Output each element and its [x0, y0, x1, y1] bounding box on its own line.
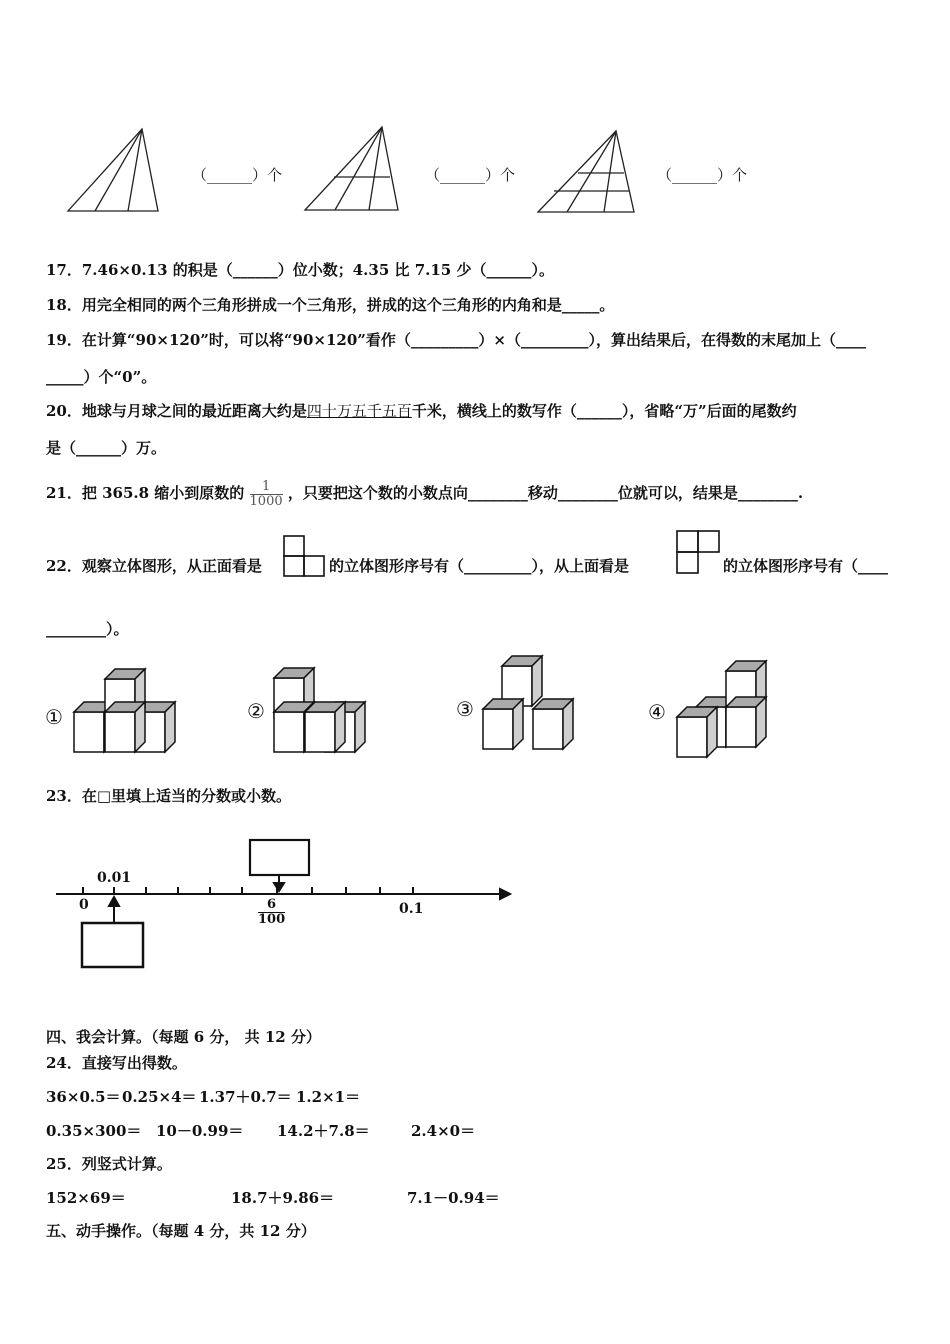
fraction-numerator: 1 [261, 478, 271, 494]
question-25: 25．列竖式计算。 [46, 1155, 172, 1173]
question-24: 24．直接写出得数。 [46, 1054, 187, 1072]
q24-item: 14.2＋7.8＝ [277, 1122, 370, 1140]
section-4-heading: 四、我会计算。（每题 6 分， 共 12 分） [46, 1028, 321, 1046]
fraction-denominator: 1000 [249, 493, 283, 509]
triangle-figure-1 [0, 0, 950, 240]
cube-figure-1 [74, 669, 175, 752]
cube-figure-2 [274, 668, 365, 752]
question-22-prefix: 22．观察立体图形，从正面看是 [46, 557, 262, 575]
question-22-middle: 的立体图形序号有（_________），从上面看是 [329, 557, 630, 575]
q24-item: 36×0.5＝ [46, 1088, 121, 1106]
question-21-prefix: 21．把 365.8 缩小到原数的 [46, 484, 245, 502]
question-22-suffix: 的立体图形序号有（____ [723, 557, 889, 575]
cube-label-3: ③ [456, 697, 474, 721]
cube-label-4: ④ [648, 700, 666, 724]
section-5-heading: 五、动手操作。（每题 4 分，共 12 分） [46, 1222, 316, 1240]
number-line-label-6-100 [258, 898, 285, 927]
question-21 [46, 474, 803, 512]
number-line-label-0: 0 [79, 897, 89, 913]
label-fraction-numerator: 6 [267, 897, 277, 912]
triangle-2-answer[interactable]: （______）个 [425, 166, 516, 184]
question-20-suffix: 千米，横线上的数写作（______），省略“万”后面的尾数约 [411, 402, 797, 420]
cube-label-2: ② [247, 699, 265, 723]
front-view-shape-icon [283, 535, 325, 579]
question-18: 18．用完全相同的两个三角形拼成一个三角形，拼成的这个三角形的内角和是_____。 [46, 296, 615, 314]
question-19-line-1: 19．在计算“90×120”时，可以将“90×120”看作（_________）×（_________），算出结果后，在得数的末尾加上（____ [46, 331, 866, 349]
q25-item: 152×69＝ [46, 1189, 126, 1207]
question-20-line-2: 是（______）万。 [46, 439, 167, 457]
question-21-suffix: ，只要把这个数的小数点向________移动________位就可以，结果是________. [287, 484, 804, 502]
triangle-3-answer[interactable]: （______）个 [657, 166, 748, 184]
cube-figures [0, 650, 950, 770]
question-20-prefix: 20．地球与月球之间的最近距离大约是 [46, 402, 307, 420]
q25-item: 7.1－0.94＝ [407, 1189, 500, 1207]
q24-item: 1.37＋0.7＝ [199, 1088, 292, 1106]
question-21-fraction [250, 480, 283, 509]
label-fraction-denominator: 100 [258, 912, 286, 927]
q25-item: 18.7＋9.86＝ [231, 1189, 335, 1207]
question-22-line-2: ________）。 [46, 620, 129, 638]
question-23: 23．在□里填上适当的分数或小数。 [46, 787, 292, 805]
q24-item: 1.2×1＝ [296, 1088, 361, 1106]
triangle-1-answer[interactable]: （______）个 [192, 166, 283, 184]
question-19-line-2: _____）个“0”。 [46, 368, 157, 386]
q24-item: 10－0.99＝ [156, 1122, 244, 1140]
number-line-label-0-01: 0.01 [97, 870, 132, 886]
q24-item: 0.25×4＝ [122, 1088, 197, 1106]
number-line-label-0-1: 0.1 [399, 901, 424, 917]
cube-label-1: ① [45, 705, 63, 729]
cube-figure-3 [483, 656, 573, 749]
q24-item: 0.35×300＝ [46, 1122, 142, 1140]
question-17: 17．7.46×0.13 的积是（______）位小数；4.35 比 7.15 少（______）。 [46, 261, 554, 279]
question-20-line-1 [46, 400, 797, 422]
question-20-underlined-number: 四十万五千五百 [306, 402, 412, 420]
cube-figure-4 [677, 661, 766, 757]
top-view-shape-icon [676, 530, 720, 576]
q24-item: 2.4×0＝ [411, 1122, 476, 1140]
